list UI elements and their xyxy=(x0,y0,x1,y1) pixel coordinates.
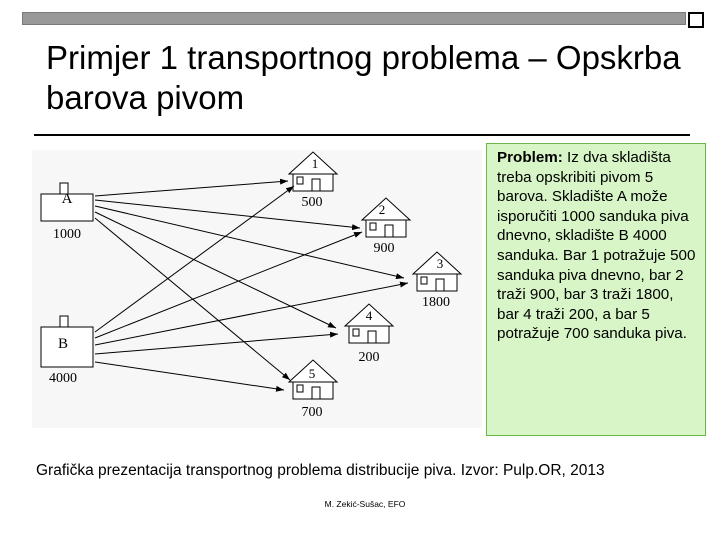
top-decor-square xyxy=(688,12,704,28)
bar-5 xyxy=(289,360,337,420)
bar-5-demand: 700 xyxy=(301,405,323,420)
bar-5-label: 5 xyxy=(308,366,316,381)
bar-2 xyxy=(362,198,410,256)
problem-text: Iz dva skladišta treba opskribiti pivom 5 barova. Skladište A može isporučiti 1000 sanduka piva dnevno, skladište B 4000 sanduka. Bar 1 potražuje 500 sanduka piva dnevno, bar 2 traži 900, bar 3 traži 1800, bar 4 traži 200, a bar 5 potražuje 700 sanduka piva. xyxy=(497,149,696,343)
bar-2-demand: 900 xyxy=(373,241,395,256)
bar-2-label: 2 xyxy=(378,202,386,217)
warehouse-b xyxy=(41,316,93,386)
figure-caption: Grafička prezentacija transportnog problema distribucije piva. Izvor: Pulp.OR, 2013 xyxy=(36,462,605,479)
warehouse-a-label: A xyxy=(61,191,73,207)
bar-1-demand: 500 xyxy=(301,195,323,210)
arrow-b-to-2 xyxy=(95,232,362,338)
slide-title: Primjer 1 transportnog problema – Opskrba barova pivom xyxy=(46,39,681,116)
problem-label: Problem: xyxy=(497,149,563,166)
arrow-a-to-1 xyxy=(95,181,288,196)
warehouse-a xyxy=(41,183,93,242)
slide-footer-author: M. Zekić-Sušac, EFO xyxy=(324,499,406,509)
arrow-b-to-5 xyxy=(95,362,284,390)
title-underline xyxy=(34,134,690,136)
warehouse-b-label: B xyxy=(57,336,69,352)
bar-1 xyxy=(289,152,337,210)
transport-diagram xyxy=(32,150,482,428)
arrow-b-to-1 xyxy=(95,186,294,332)
bar-4-demand: 200 xyxy=(358,350,380,365)
bar-4 xyxy=(345,304,393,365)
bar-3-label: 3 xyxy=(436,256,444,271)
warehouse-a-supply: 1000 xyxy=(53,227,81,242)
warehouse-b-supply: 4000 xyxy=(49,371,77,386)
arrow-a-to-4 xyxy=(95,212,336,328)
bar-4-label: 4 xyxy=(365,308,373,323)
problem-description-box xyxy=(486,143,706,436)
bar-3 xyxy=(413,252,461,310)
arrow-b-to-4 xyxy=(95,334,338,354)
transport-diagram-svg xyxy=(32,150,482,428)
bar-1-label: 1 xyxy=(311,156,319,171)
bar-3-demand: 1800 xyxy=(422,295,450,310)
top-decor-bar xyxy=(22,12,686,25)
